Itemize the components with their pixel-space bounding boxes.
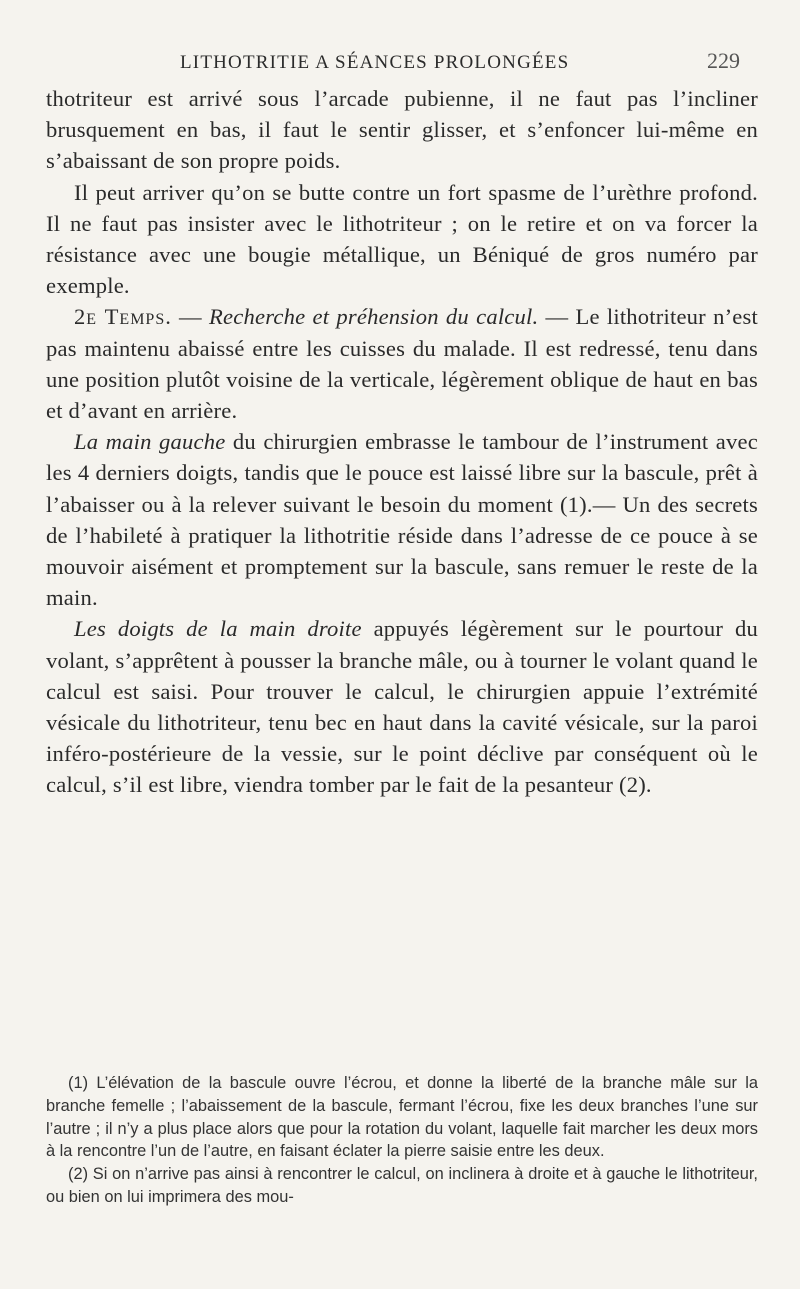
paragraph: Les doigts de la main droite appuyés légèrement sur le pourtour du volant, s’apprêtent à pousser la branche mâle, ou à tourner le volant quand le calcul est saisi. Pour trouver le calcul, le chirurgien appuie l’extrémité vésicale du lithotriteur, tenu bec en haut dans la cavité vésicale, sur la paroi inféro-postérieure de la vessie, sur le point déclive par conséquent où le calcul, s’il est libre, viendra tomber par le fait de la pesanteur (2). — [46, 616, 758, 798]
running-title: LITHOTRITIE A SÉANCES PROLONGÉES — [180, 52, 570, 73]
footnote: (1) L’élévation de la bascule ouvre l’écrou, et donne la liberté de la branche mâle sur la branche femelle ; l’abaissement de la bascule, fermant l’écrou, fixe les deux branches l’une sur l’autre ; il n’y a plus place alors que pour la rotation du volant, laquelle fait marcher les deux mors à la rencontre l’un de l’autre, en faisant éclater la pierre saisie entre les deux. — [46, 1074, 758, 1161]
page-number: 229 — [707, 48, 740, 73]
emphasis: La main gauche — [74, 429, 226, 455]
section-lead: 2e Temps. — [74, 304, 172, 330]
footnote: (2) Si on n’arrive pas ainsi à rencontrer le calcul, on inclinera à droite et à gauche le lithotriteur, ou bien on lui imprimera des mou- — [46, 1165, 758, 1206]
paragraph: Il peut arriver qu’on se butte contre un fort spasme de l’urèthre profond. Il ne faut pas insister avec le lithotriteur ; on le retire et on va forcer la résistance avec une bougie métallique, un Béniqué de gros numéro par exemple. — [46, 179, 758, 299]
paragraph: 2e Temps. — Recherche et préhension du calcul. — Le lithotriteur n’est pas maintenu abaissé entre les cuisses du malade. Il est redressé, tenu dans une position plutôt voisine de la verticale, légèrement oblique de haut en bas et d’avant en arrière. — [46, 304, 758, 424]
paragraph: La main gauche du chirurgien embrasse le tambour de l’instrument avec les 4 derniers doigts, tandis que le pouce est laissé libre sur la bascule, prêt à l’abaisser ou à la relever suivant le besoin du moment (1).— Un des secrets de l’habileté à pratiquer la lithotritie réside dans l’adresse de ce pouce à se mouvoir aisément et promptement sur la bascule, sans remuer le reste de la main. — [46, 429, 758, 611]
main-text — [46, 83, 758, 801]
section-heading: Recherche et préhension du calcul. — [209, 304, 539, 330]
footnotes — [46, 1072, 758, 1209]
running-header — [180, 48, 740, 74]
paragraph: thotriteur est arrivé sous l’arcade pubienne, il ne faut pas l’incliner brusquement en bas, il faut le sentir glisser, et s’enfoncer lui-même en s’abaissant de son propre poids. — [46, 86, 758, 174]
emphasis: Les doigts de la main droite — [74, 616, 362, 642]
